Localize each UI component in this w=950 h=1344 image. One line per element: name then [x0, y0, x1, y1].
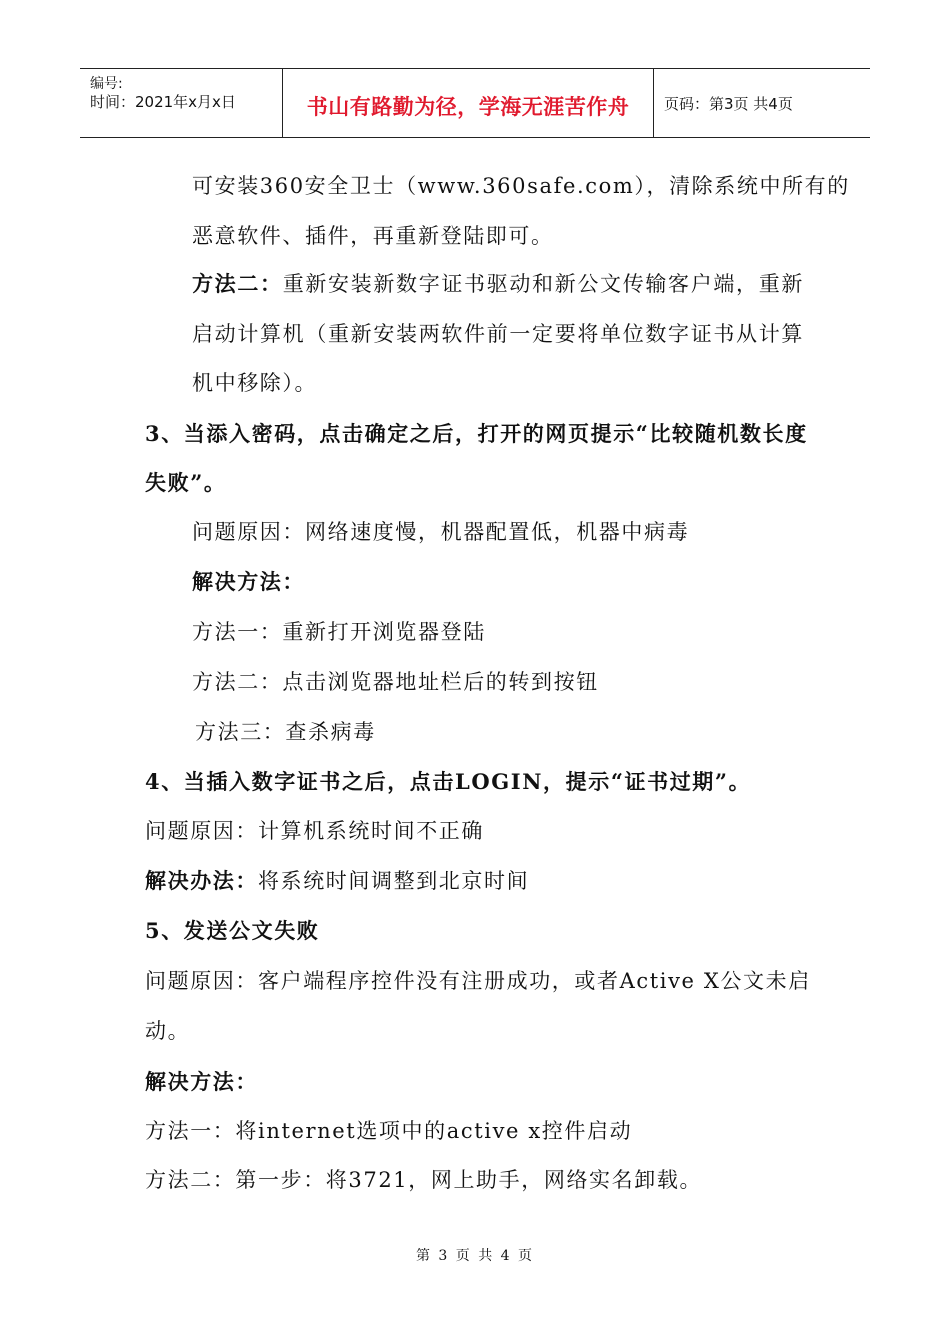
- header-center-cell: [283, 69, 654, 137]
- text-line: [192, 320, 804, 348]
- bold-text-run: 解决方法：: [145, 1069, 258, 1094]
- text-line: [192, 222, 554, 250]
- header-motto: 书山有路勤为径，学海无涯苦作舟: [306, 95, 630, 119]
- header-left-cell: [80, 69, 283, 137]
- text-line: [145, 817, 484, 845]
- text-line: [145, 967, 811, 995]
- text-run: 问题原因：网络速度慢，机器配置低，机器中病毒: [192, 520, 690, 544]
- bold-text-run: 解决办法：: [145, 868, 258, 893]
- text-line: [192, 668, 599, 696]
- bold-text-run: 失败”。: [145, 470, 227, 495]
- text-run: 方法一：重新打开浏览器登陆: [192, 620, 486, 644]
- page-header: [80, 68, 870, 138]
- text-run: 方法三：查杀病毒: [195, 720, 376, 744]
- header-right-cell: [654, 69, 870, 137]
- text-line: [192, 369, 317, 397]
- text-run: 将系统时间调整到北京时间: [258, 869, 530, 893]
- text-line: [145, 469, 226, 497]
- text-line: [145, 917, 319, 945]
- text-run: 问题原因：计算机系统时间不正确: [145, 819, 484, 843]
- text-line: [145, 867, 529, 895]
- text-run: 机中移除）。: [192, 371, 318, 395]
- text-line: [145, 1017, 190, 1045]
- text-line: [192, 568, 305, 596]
- document-date-label: 时间：2021年x月x日: [90, 93, 236, 111]
- text-line: [145, 768, 751, 796]
- text-run: 方法一：将internet选项中的active x控件启动: [145, 1119, 633, 1143]
- text-line: [192, 618, 486, 646]
- bold-text-run: 5、发送公文失败: [145, 918, 320, 943]
- text-line: [192, 518, 689, 546]
- text-run: 方法二：点击浏览器地址栏后的转到按钮: [192, 670, 599, 694]
- text-line: [145, 420, 808, 448]
- text-line: [145, 1166, 702, 1194]
- text-run: 重新安装新数字证书驱动和新公文传输客户端，重新: [282, 272, 804, 296]
- text-run: 恶意软件、插件，再重新登陆即可。: [192, 224, 554, 248]
- bold-text-run: 4、当插入数字证书之后，点击LOGIN，提示“证书过期”。: [145, 769, 752, 794]
- page-footer: 第 3 页 共 4 页: [415, 1248, 535, 1264]
- text-run: 动。: [145, 1019, 191, 1043]
- text-run: 启动计算机（重新安装两软件前一定要将单位数字证书从计算: [192, 322, 804, 346]
- bold-text-run: 方法二：: [192, 271, 283, 296]
- bold-text-run: 解决方法：: [192, 569, 305, 594]
- text-line: [192, 270, 804, 298]
- text-line: [145, 1117, 632, 1145]
- text-line: [192, 172, 850, 200]
- text-run: 方法二：第一步：将3721，网上助手，网络实名卸载。: [145, 1168, 703, 1192]
- text-run: 可安装360安全卫士（www.360safe.com），清除系统中所有的: [192, 174, 850, 198]
- text-line: [145, 1068, 258, 1096]
- text-line: [195, 718, 376, 746]
- bold-text-run: 3、当添入密码，点击确定之后，打开的网页提示“比较随机数长度: [145, 421, 808, 446]
- document-code-label: 编号:: [90, 76, 123, 92]
- header-page-label: 页码：第3页 共4页: [664, 95, 793, 113]
- text-run: 问题原因：客户端程序控件没有注册成功，或者Active X公文未启: [145, 969, 811, 993]
